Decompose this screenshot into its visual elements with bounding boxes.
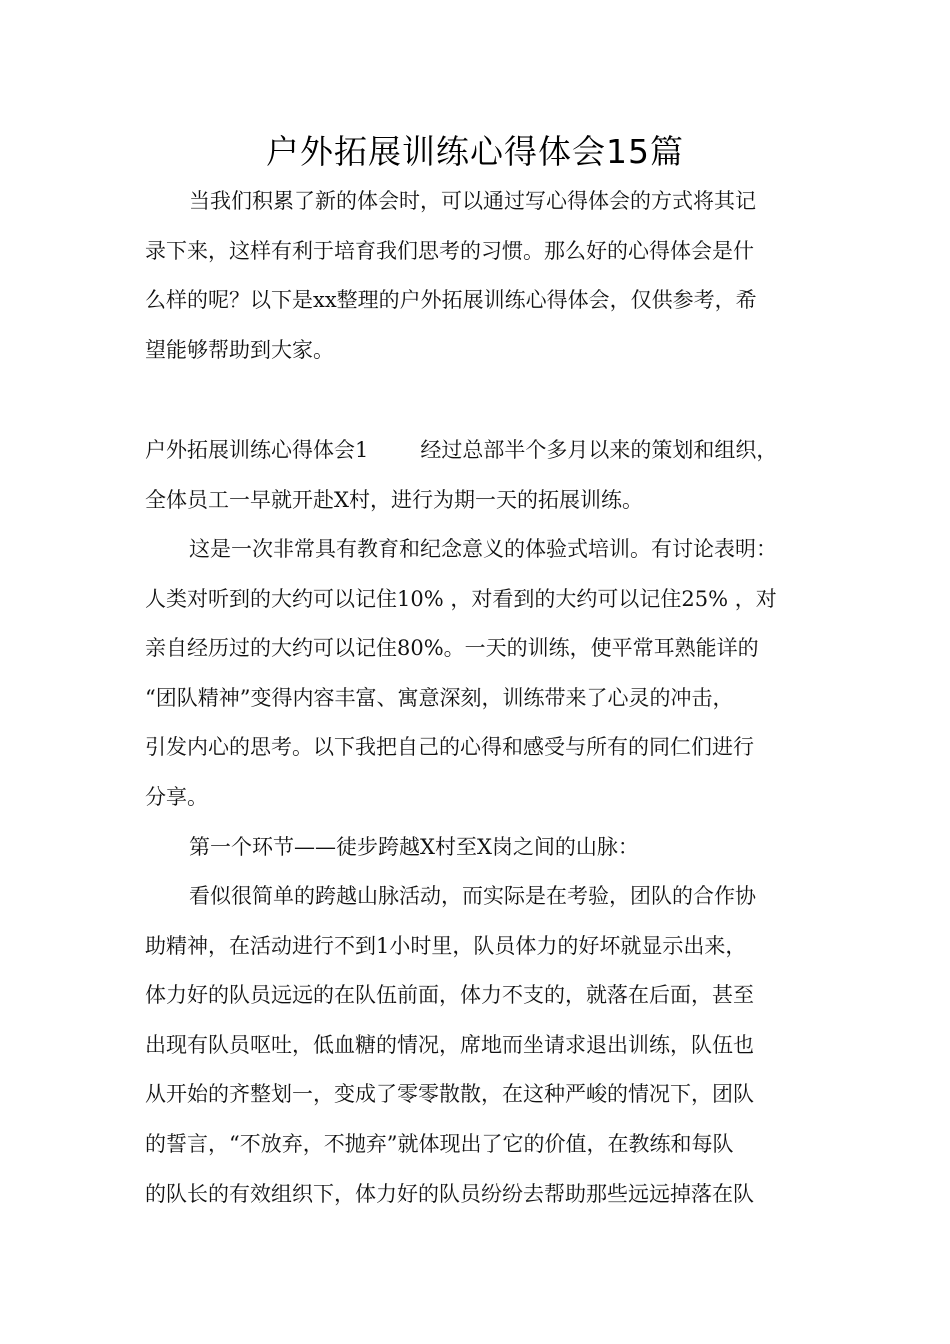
text-line: 出现有队员呕吐，低血糖的情况，席地而坐请求退出训练，队伍也 xyxy=(145,1032,754,1057)
text-line: “团队精神”变得内容丰富、寓意深刻，训练带来了心灵的冲击， xyxy=(145,685,734,710)
text-line: 么样的呢？以下是xx整理的户外拓展训练心得体会，仅供参考，希 xyxy=(145,288,757,313)
document-title: 户外拓展训练心得体会15篇 xyxy=(266,132,684,171)
text-line: 体力好的队员远远的在队伍前面，体力不支的，就落在后面，甚至 xyxy=(145,983,754,1008)
paragraph-3 xyxy=(145,823,813,873)
section-1-paragraph xyxy=(145,426,813,525)
text-line: 助精神，在活动进行不到1小时里，队员体力的好坏就显示出来， xyxy=(145,933,747,958)
text-line: 第一个环节——徒步跨越X村至X岗之间的山脉： xyxy=(189,835,639,859)
text-line: 引发内心的思考。以下我把自己的心得和感受与所有的同仁们进行 xyxy=(145,735,754,760)
section-heading: 户外拓展训练心得体会1 xyxy=(145,438,369,462)
intro-paragraph xyxy=(145,177,813,375)
text-line: 望能够帮助到大家。 xyxy=(145,337,334,362)
text-line: 当我们积累了新的体会时，可以通过写心得体会的方式将其记 xyxy=(189,189,756,213)
text-line: 录下来，这样有利于培育我们思考的习惯。那么好的心得体会是什 xyxy=(145,238,754,263)
text-line: 全体员工一早就开赴X村，进行为期一天的拓展训练。 xyxy=(145,487,643,512)
section-1-first-line xyxy=(145,426,813,476)
text-line: 人类对听到的大约可以记住10% ，对看到的大约可以记住25% ，对 xyxy=(145,586,777,611)
paragraph-2 xyxy=(145,525,813,823)
text-line: 这是一次非常具有教育和纪念意义的体验式培训。有讨论表明： xyxy=(189,537,777,561)
text-line: 从开始的齐整划一，变成了零零散散，在这种严峻的情况下，团队 xyxy=(145,1082,754,1107)
text-line: 分享。 xyxy=(145,784,208,809)
text-line: 亲自经历过的大约可以记住80%。一天的训练，使平常耳熟能详的 xyxy=(145,636,759,661)
text-line: 的誓言，“不放弃，不抛弃”就体现出了它的价值，在教练和每队 xyxy=(145,1131,734,1156)
text-line: 看似很简单的跨越山脉活动，而实际是在考验，团队的合作协 xyxy=(189,884,756,908)
text-line: 的队长的有效组织下，体力好的队员纷纷去帮助那些远远掉落在队 xyxy=(145,1181,754,1206)
text-segment: 经过总部半个多月以来的策划和组织， xyxy=(420,438,778,462)
paragraph-4 xyxy=(145,872,813,1219)
